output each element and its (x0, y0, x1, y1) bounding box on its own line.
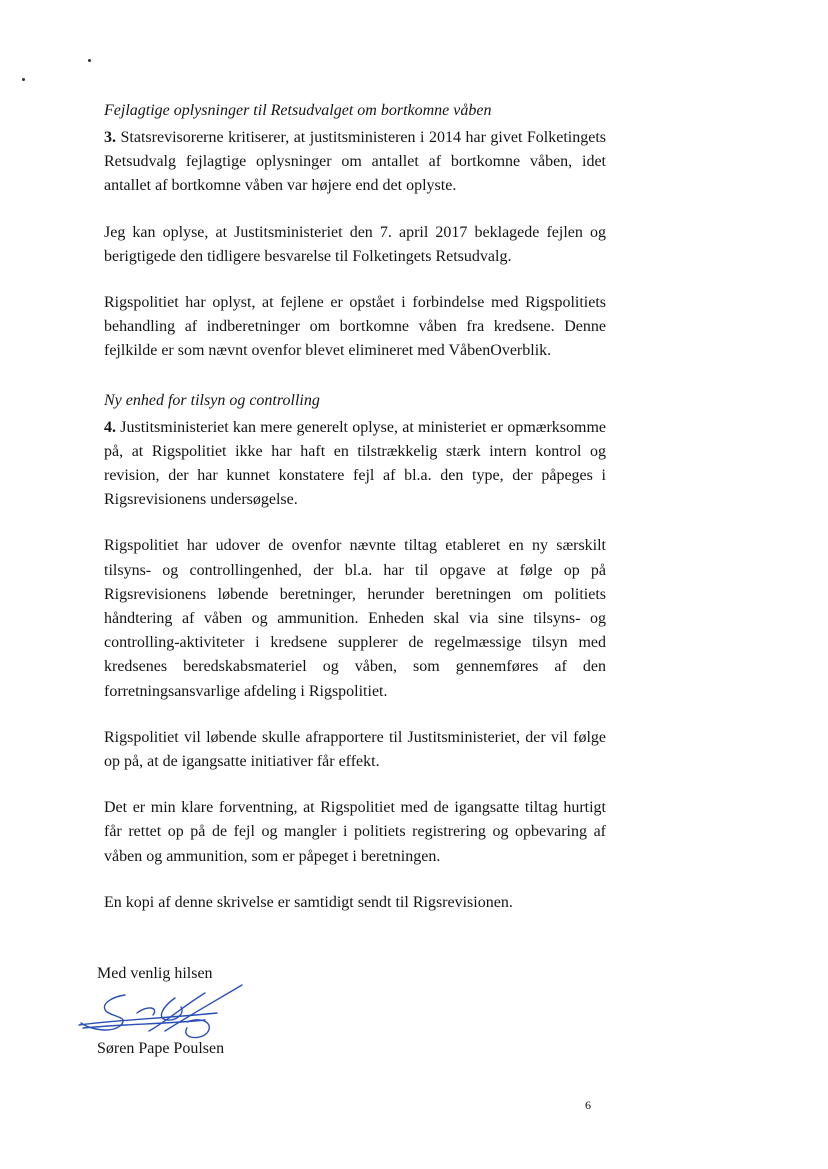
paragraph-text: Statsrevisorerne kritiserer, at justitsministeren i 2014 har givet Folketingets Retsudvalg fejlagtige oplysninger om antallet af bortkomne våben, idet antallet af bortkomne våben var højere end det oplyste. (104, 129, 607, 195)
paragraph-text: Justitsministeriet kan mere generelt oplyse, at ministeriet er opmærksomme på, at Rigspolitiet ikke har haft en tilstrækkelig stærk intern kontrol og revision, der har kunnet konstatere fejl af bl.a. den type, der påpeges i Rigsrevisionens undersøgelse. (104, 418, 606, 509)
handwritten-signature (77, 983, 252, 1043)
paragraph: Rigspolitiet har udover de ovenfor nævnte tiltag etableret en ny særskilt tilsyns- og controllingenhed, der bl.a. har til opgave at følge op på Rigsrevisionens løbende beretninger, herunder beretningen om politiets håndtering af våben og ammunition. Enheden skal via sine tilsyns- og controlling-aktiviteter i kredsene supplerer de regelmæssige tilsyn med kredsenes beredskabsmateriel og våben, som gennemføres af den forretningsansvarlige afdeling i Rigspolitiet. (104, 537, 606, 700)
paragraph (104, 416, 606, 513)
page-number: 6 (585, 1098, 591, 1112)
closing-salutation: Med venlig hilsen (97, 965, 213, 982)
paragraph: Rigspolitiet har oplyst, at fejlene er opstået i forbindelse med Rigspolitiets behandling af indberetninger om bortkomne våben fra kredsene. Denne fejlkilde er som nævnt ovenfor blevet elimineret med VåbenOverblik. (104, 294, 606, 360)
scan-speck (22, 78, 25, 81)
section-number: 4. (104, 418, 116, 436)
paragraph: En kopi af denne skrivelse er samtidigt sendt til Rigsrevisionen. (104, 893, 513, 911)
section-heading: Fejlagtige oplysninger til Retsudvalget om bortkomne våben (104, 102, 492, 119)
signer-name: Søren Pape Poulsen (97, 1040, 225, 1057)
section-number: 3. (104, 129, 116, 146)
scan-speck (88, 59, 91, 62)
paragraph: Jeg kan oplyse, at Justitsministeriet den 7. april 2017 beklagede fejlen og berigtigede den tidligere besvarelse til Folketingets Retsudvalg. (104, 223, 606, 265)
section-heading: Ny enhed for tilsyn og controlling (104, 391, 320, 409)
letter-body (104, 100, 606, 935)
paragraph: Rigspolitiet vil løbende skulle afrapportere til Justitsministeriet, der vil følge op på, at de igangsatte initiativer får effekt. (104, 728, 606, 771)
paragraph (104, 126, 606, 199)
paragraph: Det er min klare forventning, at Rigspolitiet med de igangsatte tiltag hurtigt får rettet op på de fejl og mangler i politiets registrering og opbevaring af våben og ammunition, som er påpeget i beretningen. (104, 799, 606, 865)
